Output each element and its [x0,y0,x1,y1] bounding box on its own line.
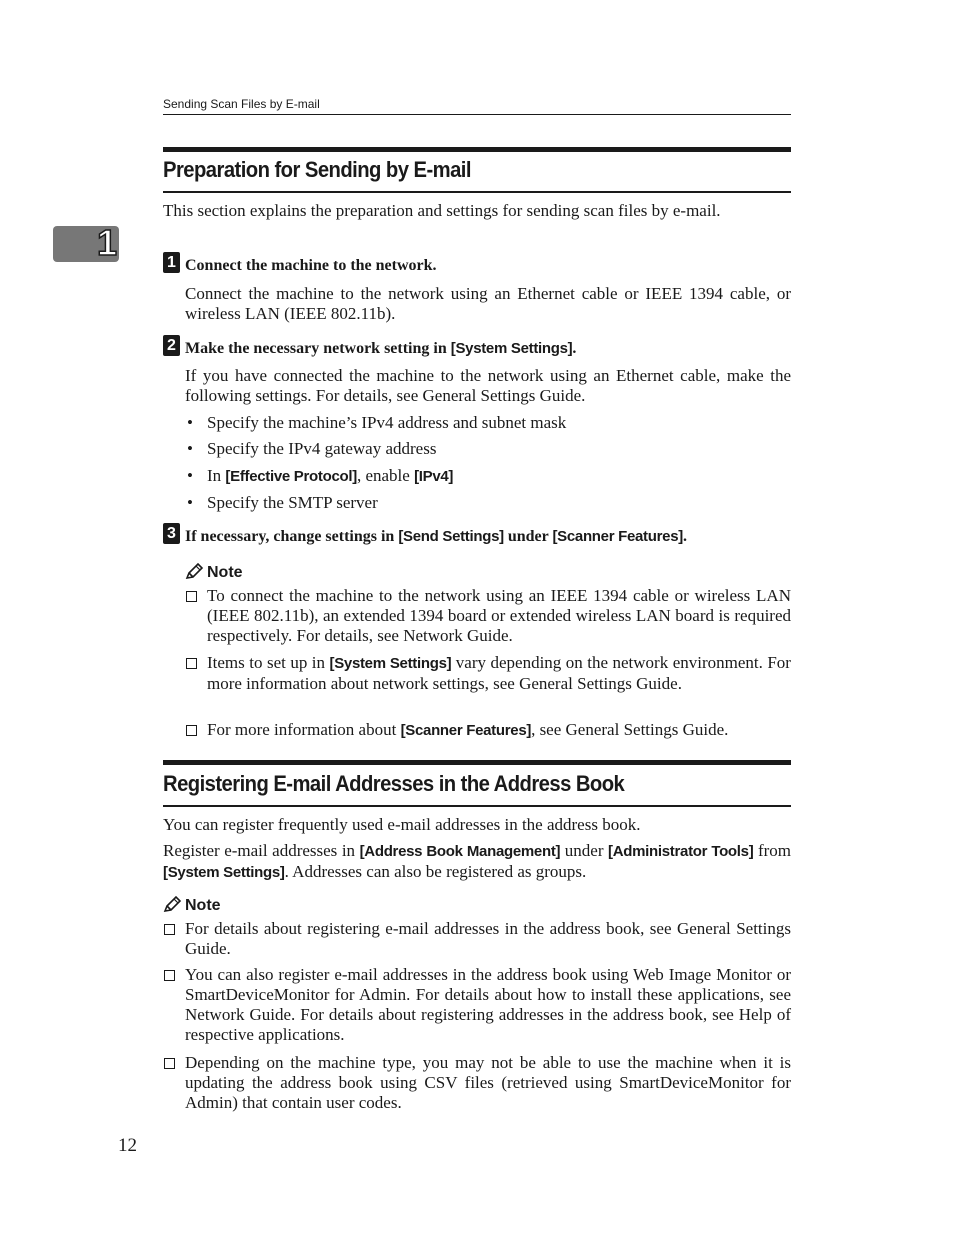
note-label: Note [185,897,221,914]
chapter-number: 1 [97,222,118,263]
bullet-item: Specify the SMTP server [207,493,378,512]
pencil-note-icon [185,562,205,580]
bullet-dot: • [187,493,193,512]
step-1-title: Connect the machine to the network. [185,257,437,274]
checkbox-bullet-icon [164,924,175,935]
note-item: You can also register e-mail addresses in the address book using Web Image Monitor or SmartDeviceMonitor for Admin. For details about how to install these applications, see Network Guide. For details about registering addresses in the address book, see Help of respective applications. [185,965,791,1044]
note-item: Depending on the machine type, you may not be able to use the machine when it is updating the address book using CSV files (retrieved using SmartDeviceMonitor for Admin) that contain user codes. [185,1053,791,1112]
section1-title: Preparation for Sending by E-mail [163,157,471,182]
step-3-title: If necessary, change settings in [Send Settings] under [Scanner Features]. [185,528,687,545]
page-number: 12 [118,1135,137,1156]
section2-para2: Register e-mail addresses in [Address Book Management] under [Administrator Tools] from [System Settings]. Addresses can also be registered as groups. [163,841,791,881]
bullet-item: Specify the IPv4 gateway address [207,439,437,458]
system-settings-key: [System Settings] [450,340,573,357]
section2-title: Registering E-mail Addresses in the Address Book [163,771,625,796]
note-item: Items to set up in [System Settings] vary depending on the network environment. For more information about network settings, see General Settings Guide. [207,653,791,693]
note-item: For details about registering e-mail addresses in the address book, see General Settings Guide. [185,919,791,958]
pencil-note-icon [163,895,183,913]
checkbox-bullet-icon [186,725,197,736]
section1-bottom-rule [163,191,791,193]
step-1-body: Connect the machine to the network using an Ethernet cable or IEEE 1394 cable, or wireless LAN (IEEE 802.11b). [185,284,791,323]
step-2-badge: 2 [163,335,180,356]
checkbox-bullet-icon [186,591,197,602]
bullet-dot: • [187,466,193,485]
section1-top-rule [163,147,791,152]
note-item: To connect the machine to the network using an IEEE 1394 cable or wireless LAN (IEEE 802.11b), an extended 1394 board or extended wireless LAN board is required respectively. For details, see Network Guide. [207,586,791,645]
step-3-badge: 3 [163,523,180,544]
checkbox-bullet-icon [164,970,175,981]
header-rule [163,114,791,115]
checkbox-bullet-icon [164,1058,175,1069]
section2-bottom-rule [163,805,791,807]
note-label: Note [207,564,243,581]
bullet-dot: • [187,413,193,432]
section2-para1: You can register frequently used e-mail addresses in the address book. [163,815,641,834]
bullet-item: In [Effective Protocol], enable [IPv4] [207,466,454,485]
section1-intro: This section explains the preparation and settings for sending scan files by e-mail. [163,201,721,220]
running-head: Sending Scan Files by E-mail [163,97,320,111]
checkbox-bullet-icon [186,658,197,669]
section2-top-rule [163,760,791,765]
step-2-title: Make the necessary network setting in [System Settings]. [185,340,577,357]
step-1-badge: 1 [163,252,180,273]
bullet-dot: • [187,439,193,458]
step-2-body: If you have connected the machine to the network using an Ethernet cable, make the following settings. For details, see General Settings Guide. [185,366,791,405]
bullet-item: Specify the machine’s IPv4 address and subnet mask [207,413,567,432]
note-item: For more information about [Scanner Features], see General Settings Guide. [207,720,729,739]
